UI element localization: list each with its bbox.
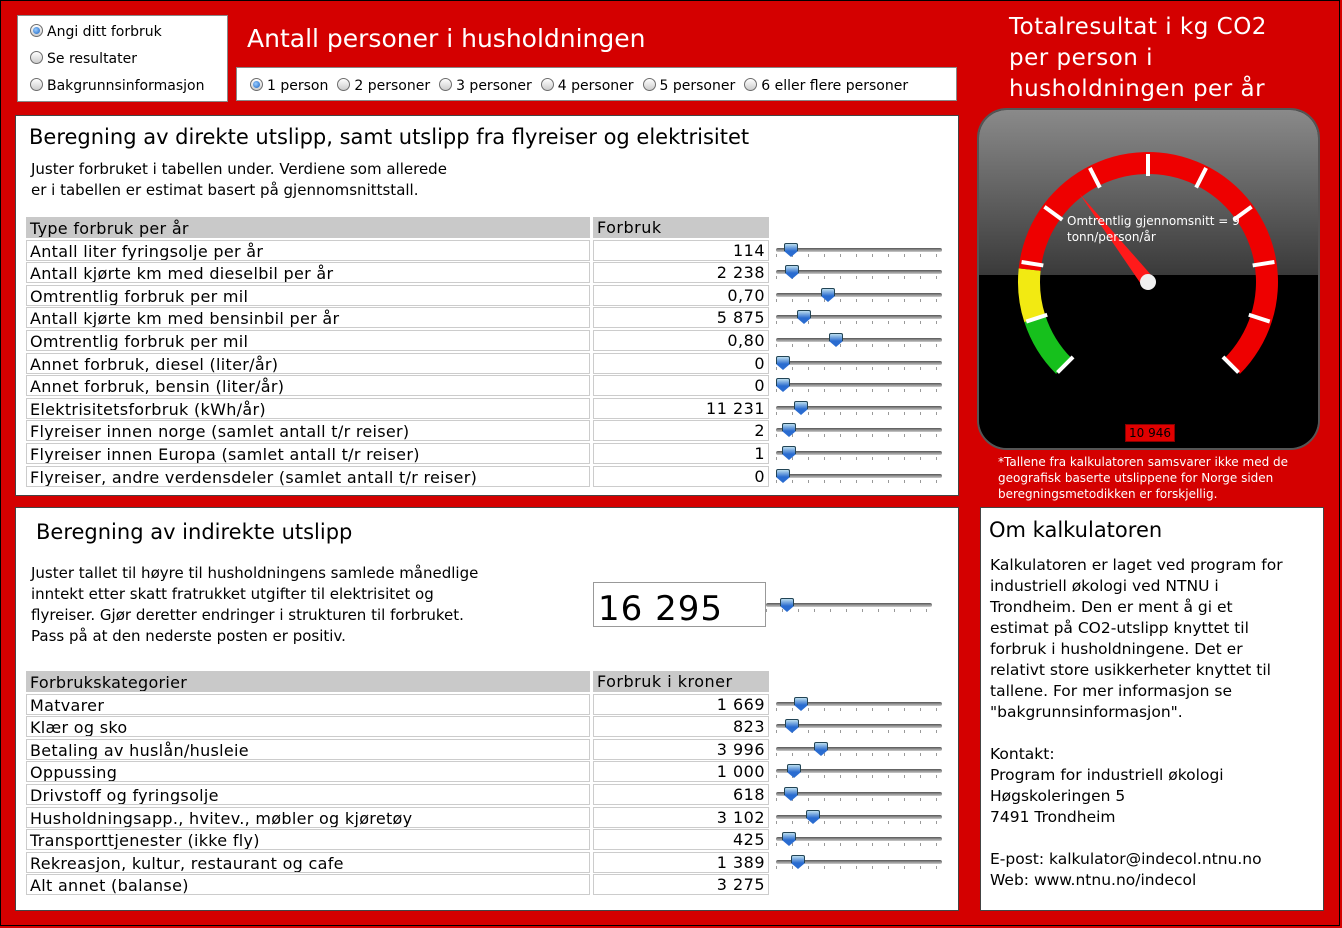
slider-thumb[interactable]: [785, 719, 799, 733]
row-label: Matvarer: [26, 694, 590, 715]
value-slider[interactable]: [776, 420, 942, 441]
row-label: Husholdningsapp., hvitev., møbler og kjøretøy: [26, 807, 590, 828]
slider-track: [776, 747, 942, 751]
row-value-input[interactable]: 2 238: [593, 262, 769, 283]
about-title: Om kalkulatoren: [989, 518, 1163, 542]
slider-ticks: [776, 798, 942, 801]
header-value: Forbruk i kroner: [593, 671, 769, 692]
value-slider[interactable]: [776, 466, 942, 487]
radio-icon: [250, 78, 263, 91]
direct-intro: [31, 159, 447, 201]
row-value-input[interactable]: 425: [593, 829, 769, 850]
slider-thumb[interactable]: [821, 288, 835, 302]
radio-icon: [744, 78, 757, 91]
value-slider[interactable]: [766, 595, 932, 616]
about-line: E-post: kalkulator@indecol.ntnu.no: [990, 850, 1262, 868]
slider-track: [776, 361, 942, 365]
value-slider[interactable]: [776, 262, 942, 283]
about-line: relativt store usikkerheter knyttet til: [990, 661, 1271, 679]
option-label: 5 personer: [659, 78, 736, 94]
persons-option-6[interactable]: [744, 78, 908, 94]
gauge-dial: [979, 110, 1318, 448]
about-line: "bakgrunnsinformasjon".: [990, 703, 1183, 721]
nav-option-resultater[interactable]: [30, 51, 137, 67]
slider-ticks: [776, 730, 942, 733]
option-label: 2 personer: [354, 78, 431, 94]
option-label: 4 personer: [557, 78, 634, 94]
row-value-input[interactable]: 0: [593, 466, 769, 487]
about-line: Kontakt:: [990, 745, 1055, 763]
slider-thumb[interactable]: [785, 265, 799, 279]
intro-line: Juster tallet til høyre til husholdningens samlede månedlige: [31, 564, 479, 582]
value-slider[interactable]: [776, 330, 942, 351]
value-slider[interactable]: [776, 398, 942, 419]
slider-thumb[interactable]: [829, 333, 843, 347]
indirect-title: Beregning av indirekte utslipp: [36, 520, 353, 544]
value-slider[interactable]: [776, 443, 942, 464]
co2-gauge: [977, 108, 1320, 450]
value-slider[interactable]: [776, 375, 942, 396]
slider-thumb[interactable]: [797, 310, 811, 324]
row-label: Annet forbruk, diesel (liter/år): [26, 353, 590, 374]
slider-ticks: [776, 480, 942, 483]
slider-ticks: [776, 367, 942, 370]
slider-track: [776, 270, 942, 274]
slider-thumb[interactable]: [784, 787, 798, 801]
slider-track: [776, 837, 942, 841]
value-slider[interactable]: [776, 852, 942, 873]
slider-track: [776, 338, 942, 342]
slider-thumb[interactable]: [794, 401, 808, 415]
row-label: Flyreiser, andre verdensdeler (samlet antall t/r reiser): [26, 466, 590, 487]
row-label: Omtrentlig forbruk per mil: [26, 285, 590, 306]
direct-panel: [15, 115, 959, 496]
row-label: Annet forbruk, bensin (liter/år): [26, 375, 590, 396]
row-value-input[interactable]: 1 669: [593, 694, 769, 715]
value-slider[interactable]: [776, 353, 942, 374]
row-value-input[interactable]: 0,80: [593, 330, 769, 351]
row-label: Antall kjørte km med dieselbil per år: [26, 262, 590, 283]
row-label: Transporttjenester (ikke fly): [26, 829, 590, 850]
row-label: Antall liter fyringsolje per år: [26, 240, 590, 261]
intro-line: Juster forbruket i tabellen under. Verdiene som allerede: [31, 160, 447, 178]
row-label: Betaling av huslån/husleie: [26, 739, 590, 760]
row-label: Drivstoff og fyringsolje: [26, 784, 590, 805]
nav-label: Se resultater: [47, 51, 137, 67]
row-value-input[interactable]: 5 875: [593, 307, 769, 328]
row-value-input[interactable]: 0: [593, 353, 769, 374]
slider-thumb[interactable]: [782, 832, 796, 846]
intro-line: er i tabellen er estimat basert på gjennomsnittstall.: [31, 181, 419, 199]
direct-title: Beregning av direkte utslipp, samt utslipp fra flyreiser og elektrisitet: [29, 125, 750, 149]
intro-line: inntekt etter skatt fratrukket utgifter til elektrisitet og: [31, 585, 434, 603]
value-slider[interactable]: [776, 739, 942, 760]
row-value-input[interactable]: 1: [593, 443, 769, 464]
radio-icon: [30, 78, 43, 91]
header-type: Forbrukskategorier: [26, 671, 590, 692]
persons-option-5[interactable]: [643, 78, 736, 94]
slider-ticks: [776, 434, 942, 437]
value-slider[interactable]: [776, 694, 942, 715]
row-value-input[interactable]: 1 000: [593, 761, 769, 782]
row-value-input[interactable]: 114: [593, 240, 769, 261]
about-line: Trondheim. Den er ment å gi et: [990, 598, 1233, 616]
gauge-annotation: Omtrentlig gjennomsnitt = 9 tonn/person/år: [1067, 214, 1240, 244]
value-slider[interactable]: [776, 716, 942, 737]
slider-track: [776, 383, 942, 387]
slider-ticks: [776, 389, 942, 392]
row-label: Klær og sko: [26, 716, 590, 737]
option-label: 1 person: [267, 78, 329, 94]
slider-ticks: [776, 753, 942, 756]
slider-ticks: [776, 344, 942, 347]
radio-icon: [439, 78, 452, 91]
nav-option-forbruk[interactable]: [30, 24, 162, 40]
about-line: [990, 723, 1283, 744]
slider-ticks: [776, 821, 942, 824]
about-line: [990, 828, 1283, 849]
slider-track: [776, 724, 942, 728]
slider-ticks: [776, 276, 942, 279]
row-label: Omtrentlig forbruk per mil: [26, 330, 590, 351]
slider-ticks: [776, 254, 942, 257]
about-line: tallene. For mer informasjon se: [990, 682, 1233, 700]
slider-thumb[interactable]: [806, 810, 820, 824]
about-body: [990, 555, 1283, 891]
total-title: Totalresultat i kg CO2 per person i husholdningen per år: [1009, 14, 1267, 102]
indirect-panel: [15, 507, 959, 911]
needle-hub: [1140, 274, 1156, 290]
slider-track: [776, 428, 942, 432]
nav-option-bakgrunn[interactable]: [30, 78, 204, 94]
indirect-intro: [31, 563, 478, 647]
persons-option-2[interactable]: [337, 78, 430, 94]
row-label: Alt annet (balanse): [26, 874, 590, 895]
persons-radio-group: [236, 67, 957, 101]
slider-track: [776, 248, 942, 252]
slider-track: [776, 792, 942, 796]
row-label: Flyreiser innen Europa (samlet antall t/r reiser): [26, 443, 590, 464]
slider-track: [776, 451, 942, 455]
slider-track: [776, 815, 942, 819]
slider-ticks: [776, 843, 942, 846]
row-value-input[interactable]: 618: [593, 784, 769, 805]
about-line: estimat på CO2-utslipp knyttet til: [990, 619, 1249, 637]
row-label: Flyreiser innen norge (samlet antall t/r reiser): [26, 420, 590, 441]
slider-thumb[interactable]: [776, 356, 790, 370]
row-value-input[interactable]: 11 231: [593, 398, 769, 419]
about-panel: [980, 507, 1324, 911]
about-line: industriell økologi ved NTNU i: [990, 577, 1219, 595]
nav-label: Bakgrunnsinformasjon: [47, 78, 205, 94]
slider-thumb[interactable]: [776, 469, 790, 483]
option-label: 3 personer: [456, 78, 532, 94]
about-line: Høgskoleringen 5: [990, 787, 1126, 805]
radio-icon: [337, 78, 350, 91]
row-value-input[interactable]: 2: [593, 420, 769, 441]
slider-thumb[interactable]: [794, 697, 808, 711]
row-label: Antall kjørte km med bensinbil per år: [26, 307, 590, 328]
value-slider[interactable]: [776, 829, 942, 850]
persons-option-1[interactable]: [250, 78, 328, 94]
intro-line: Pass på at den nederste posten er positiv.: [31, 627, 346, 645]
row-value-input[interactable]: 0,70: [593, 285, 769, 306]
row-label: Elektrisitetsforbruk (kWh/år): [26, 398, 590, 419]
row-value-input[interactable]: 3 275: [593, 874, 769, 895]
slider-thumb[interactable]: [814, 742, 828, 756]
slider-thumb[interactable]: [791, 855, 805, 869]
radio-icon: [30, 51, 43, 64]
slider-thumb[interactable]: [784, 243, 798, 257]
value-slider[interactable]: [776, 761, 942, 782]
about-line: forbruk i husholdningene. Det er: [990, 640, 1243, 658]
slider-thumb[interactable]: [782, 423, 796, 437]
slider-track: [776, 293, 942, 297]
persons-option-4[interactable]: [541, 78, 634, 94]
slider-ticks: [776, 299, 942, 302]
nav-label: Angi ditt forbruk: [47, 24, 162, 40]
header-type: Type forbruk per år: [26, 217, 590, 238]
header-value: Forbruk: [593, 217, 769, 238]
row-value-input[interactable]: 1 389: [593, 852, 769, 873]
total-footnote: *Tallene fra kalkulatoren samsvarer ikke med de geografisk baserte utslippene for Norge siden beregningsmetodikken er forskjellig.: [998, 455, 1289, 501]
slider-track: [776, 474, 942, 478]
persons-title: Antall personer i husholdningen: [247, 24, 646, 53]
value-slider[interactable]: [776, 784, 942, 805]
total-value: 10 946: [1125, 424, 1175, 442]
slider-ticks: [776, 457, 942, 460]
row-value-input[interactable]: 0: [593, 375, 769, 396]
row-label: Rekreasjon, kultur, restaurant og cafe: [26, 852, 590, 873]
about-line: Program for industriell økologi: [990, 766, 1224, 784]
slider-track: [776, 769, 942, 773]
value-slider[interactable]: [776, 307, 942, 328]
slider-thumb[interactable]: [780, 598, 794, 612]
slider-thumb[interactable]: [787, 764, 801, 778]
about-line: 7491 Trondheim: [990, 808, 1116, 826]
slider-thumb[interactable]: [782, 446, 796, 460]
value-slider[interactable]: [776, 807, 942, 828]
row-label: Oppussing: [26, 761, 590, 782]
intro-line: flyreiser. Gjør deretter endringer i strukturen til forbruket.: [31, 606, 464, 624]
radio-icon: [541, 78, 554, 91]
slider-ticks: [776, 775, 942, 778]
option-label: 6 eller flere personer: [761, 78, 909, 94]
slider-thumb[interactable]: [776, 378, 790, 392]
about-line: Kalkulatoren er laget ved program for: [990, 556, 1283, 574]
row-value-input[interactable]: 3 996: [593, 739, 769, 760]
radio-icon: [30, 24, 43, 37]
value-slider[interactable]: [776, 240, 942, 261]
value-slider[interactable]: [776, 285, 942, 306]
radio-icon: [643, 78, 656, 91]
row-value-input[interactable]: 3 102: [593, 807, 769, 828]
about-line: Web: www.ntnu.no/indecol: [990, 871, 1197, 889]
persons-option-3[interactable]: [439, 78, 532, 94]
row-value-input[interactable]: 823: [593, 716, 769, 737]
income-input[interactable]: 16 295: [593, 582, 766, 627]
nav-panel: [17, 15, 228, 102]
